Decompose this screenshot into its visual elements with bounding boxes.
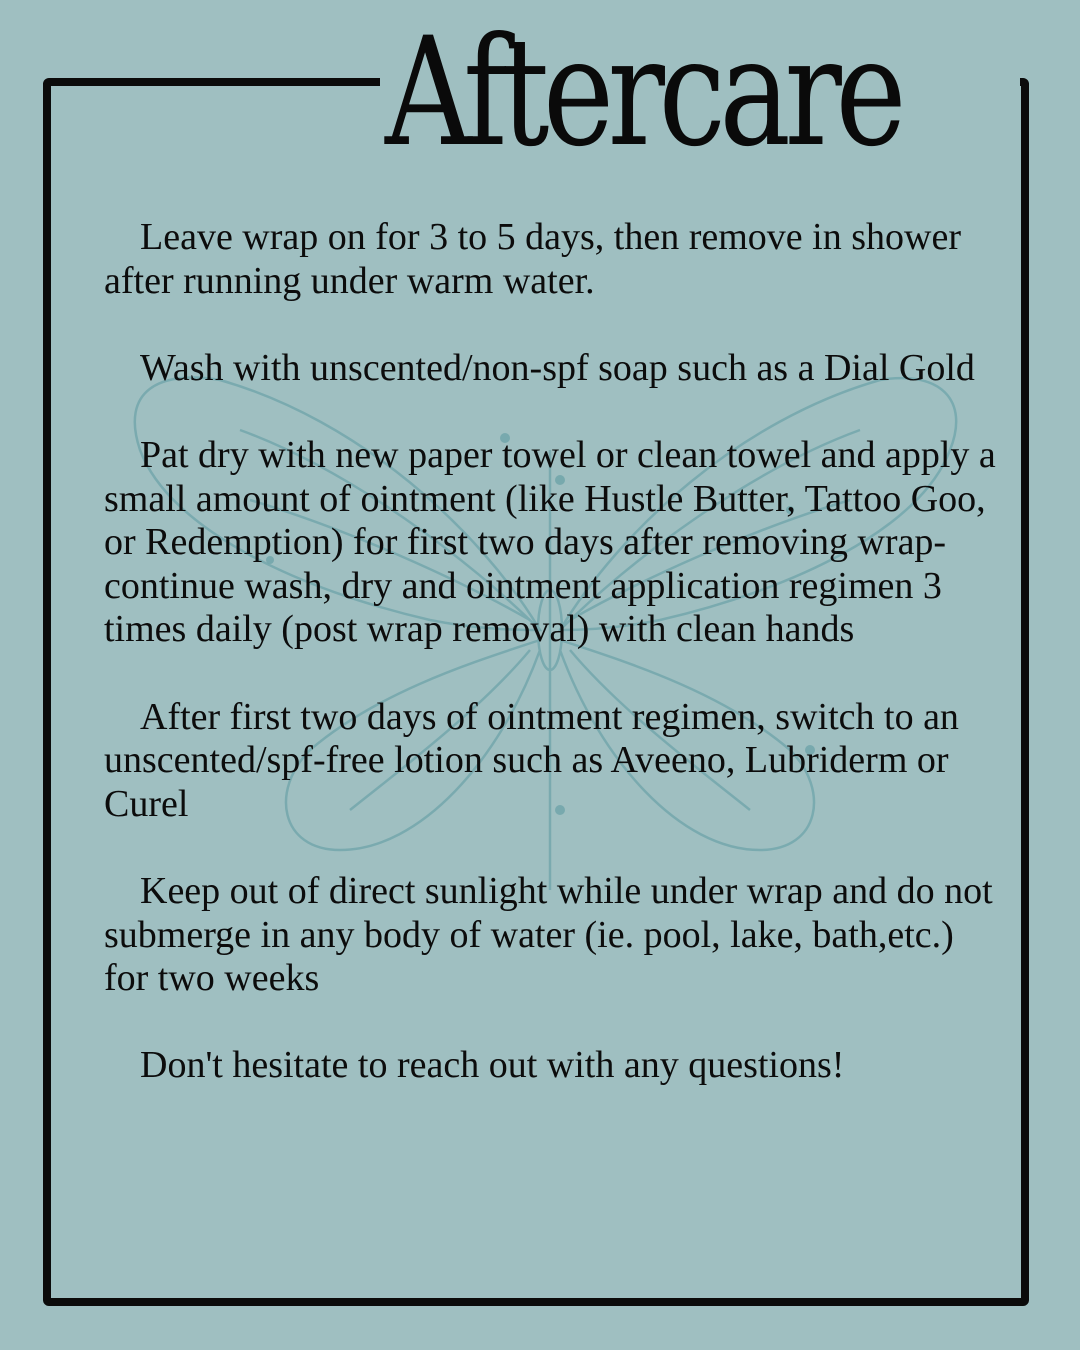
instruction-paragraph: Keep out of direct sunlight while under wrap and do not submerge in any body of water (ie. pool, lake, bath,etc.) for two weeks: [104, 869, 993, 1000]
instruction-paragraph: Pat dry with new paper towel or clean towel and apply a small amount of ointment (like Hustle Butter, Tattoo Goo, or Redemption) for first two days after removing wrap- continue wash, dry and ointment application regimen 3 times daily (post wrap removal) with clean hands: [104, 433, 996, 651]
instruction-paragraph: Leave wrap on for 3 to 5 days, then remove in shower after running under warm water.: [104, 216, 961, 302]
instruction-paragraph: Wash with unscented/non-spf soap such as a Dial Gold: [140, 346, 975, 389]
instruction-paragraph: After first two days of ointment regimen, switch to an unscented/spf-free lotion such as Aveeno, Lubriderm or Curel: [104, 695, 959, 825]
page-title: Aftercare: [385, 6, 901, 180]
instruction-paragraph: Don't hesitate to reach out with any questions!: [140, 1044, 845, 1087]
instructions: [104, 216, 1004, 1088]
